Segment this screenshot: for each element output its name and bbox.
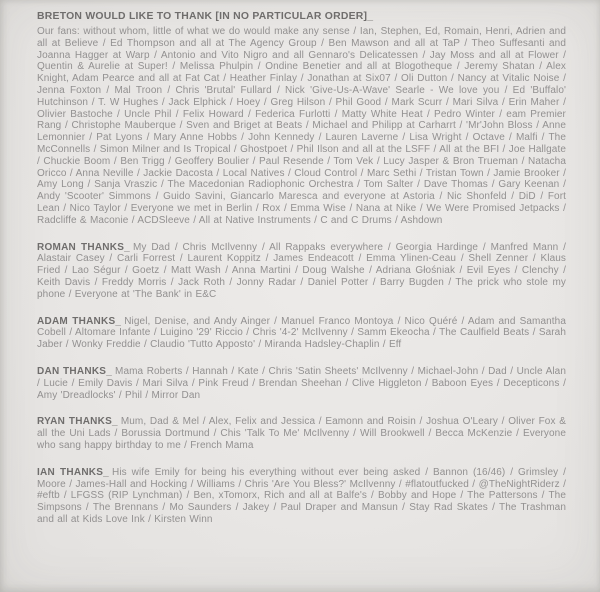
roman-thanks-heading: ROMAN THANKS_ [37,241,130,253]
dan-thanks-paragraph [37,366,566,401]
dan-thanks-text: Mama Roberts / Hannah / Kate / Chris 'Satin Sheets' McIlvenny / Michael-John / Dad / Uncle Alan / Lucie / Emily Davis / Mari Silva / Pink Freud / Brendan Sheehan / Clive Higgleton / Baboon Eyes / Decepticons / Amy 'Dreadlocks' / Phil / Mirror Dan [37,365,566,401]
page-title: BRETON WOULD LIKE TO THANK [IN NO PARTICULAR ORDER]_ [37,11,374,22]
ian-thanks-text: His wife Emily for being his everything without ever being asked / Bannon (16/46) / Grimsley / Moore / James-Hall and Hocking / Williams / Chris 'Are You Bless?' McIlvenny / #flatoutfucked / @TheNightRiderz / #eftb / LFGSS (RIP Lynchman) / Ben, xTomorx, Rich and all at Balfe's / Bobby and Hope / The Pattersons / The Simpsons / The Brennans / Mo Saunders / Jakey / Paul Draper and Mansun / Stay Rad Skates / The Trashman and all at Kids Love Ink / Kirsten Winn [37,466,566,525]
ryan-thanks-heading: RYAN THANKS_ [37,416,118,428]
ryan-thanks-paragraph [37,416,566,451]
ian-thanks-paragraph [37,467,566,526]
adam-thanks-heading: ADAM THANKS_ [37,315,122,327]
thanks-text-block [37,10,566,526]
adam-thanks-paragraph [37,316,566,351]
ian-thanks-heading: IAN THANKS_ [37,466,109,478]
ryan-thanks-text: Mum, Dad & Mel / Alex, Felix and Jessica / Eamonn and Roisin / Joshua O'Leary / Oliver Fox & all the Uni Lads / Borussia Dortmund / Chis 'Talk To Me' McIlvenny / Will Brookwell / Becca McKenzie / Everyone who sang happy birthday to me / French Mama [37,416,566,451]
band-thanks-paragraph [37,26,566,227]
roman-thanks-paragraph [37,242,566,301]
band-thanks-text: Our fans: without whom, little of what we do would make any sense / Ian, Stephen, Ed, Romain, Henri, Adrien and all at Believe / Ed Thompson and all at The Agency Group / Ben Mawson and all at TaP / Theo Suffesanti and Joanna Hagger at Warp / Antonio and Vito Nigro and all Gennaro's Delicatessen / Jay Moss and all at Flower / Quentin & Aurelie at Super! / Melissa Phulpin / Ondine Benetier and all at Blogotheque / Jeremy Shatan / Alex Knight, Adam Pearce and all at Fat Cat / Heather Finlay / Jonathan at Six07 / Oli Dutton / Nancy at Vitalic Noise / Jenna Foxton / Mal Troon / Chris 'Brutal' Fullard / Nick 'Give-Us-A-Wave' Searle - We love you / Ed 'Buffalo' Hutchinson / T. W Hughes / Jack Elphick / Hoey / Greg Hilson / Phil Good / Mark Scurr / Mari Silva / Erin Maher / Olivier Bastoche / Uncle Phil / Felix Howard / Federica Furlotti / Matty White Heat / Pedro Winter / eam Premier Rang / Christophe Mauberque / Sven and Briget at Beats / Michael and Philipp at Carharrt / 'Mr'John Bloss / Anne Lemonnier / Pat Lyons / Mary Anne Hobbs / John Kennedy / Lauren Laverne / Lisa Wright / Octave / Malfi / The McConnells / Simon Milner and Is Tropical / Ghostpoet / Phil Ilson and all at the LSFF / All at the BFI / Joe Hallgate / Chuckie Boom / Ben Trigg / Geoffery Boulier / Paul Resende / Tom Vek / Lucy Jasper & Bron Trueman / Natacha Oricco / Anna Neville / Jackie Dacosta / Local Natives / Cloud Control / Marc Sethi / Tristan Town / Jamie Brooker / Amy Long / Sanja Vraszic / The Macedonian Radiophonic Orchestra / Tom Salter / Dave Thomas / Gary Keenan / Andy 'Scooter' Simmons / Guido Savini, Giancarlo Maresca and everyone at Astoria / Nic Shonfeld / DiD / Fort Lean / Nico Taylor / Everyone we met in Berlin / Rox / Emma Wise / Nana at Nike / We Were Promised Jetpacks / Radcliffe & Maconie / ACDSleeve / All at Native Instruments / C and C Drums / Ashdown [37,26,566,226]
adam-thanks-text: Nigel, Denise, and Andy Ainger / Manuel Franco Montoya / Nico Quéré / Adam and Samantha Cobell / Altomare Infante / Luigino '29' Riccio / Chris '4-2' McIlvenny / Samm Ekeocha / The Caulfield Beats / Sarah Jaber / Wonky Freddie / Claudio 'Tutto Apposto' / Miranda Hadsley-Chaplin / Eff [37,315,566,351]
roman-thanks-text: My Dad / Chris McIlvenny / All Rappaks everywhere / Georgia Hardinge / Manfred Mann / Alastair Casey / Carli Forrest / Laurent Koppitz / James Endeacott / Emma Ylinen-Ceau / Shell Zenner / Klaus Fried / Lao Ségur / Goetz / Matt Wash / Anna Martini / Doug Walshe / Adriana Głośniak / Evil Eyes / Clenchy / Keith Davis / Freddy Morris / Jack Roth / Jonny Radar / Daniel Potter / Barry Bugden / The prick who stole my phone / Everyone at 'The Bank' in E&C [37,241,566,300]
dan-thanks-heading: DAN THANKS_ [37,365,113,377]
